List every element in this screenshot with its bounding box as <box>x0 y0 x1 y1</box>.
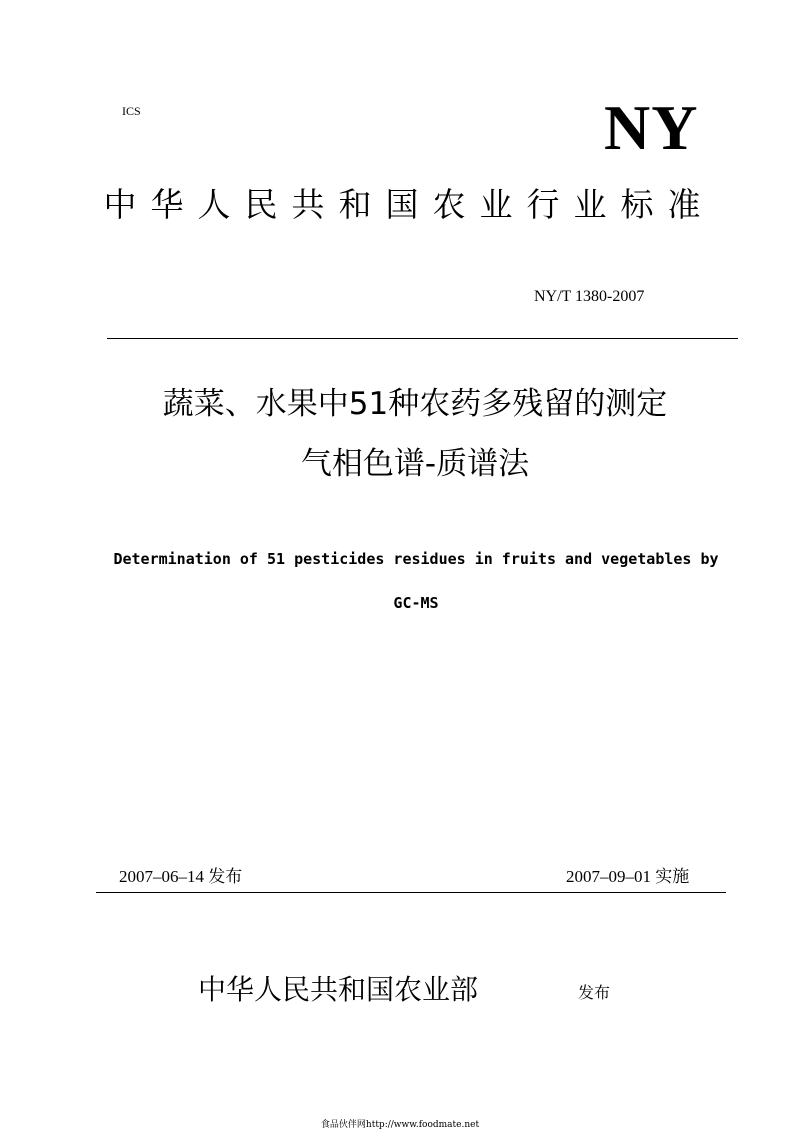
ny-logo: NY <box>604 92 699 163</box>
english-title-line-2: GC-MS <box>393 594 439 612</box>
ics-label: ICS <box>122 104 141 118</box>
chinese-title-line-1: 蔬菜、水果中51种农药多残留的测定 <box>162 386 668 422</box>
standard-code: NY/T 1380-2007 <box>534 288 645 305</box>
english-title-line-1: Determination of 51 pesticides residues in fruits and vegetables by <box>113 550 719 568</box>
issue-date: 2007–06–14 发布 <box>119 867 243 886</box>
implementation-date: 2007–09–01 实施 <box>566 867 690 886</box>
top-divider <box>107 338 738 339</box>
standard-category-title: 中华人民共和国农业行业标准 <box>103 185 715 224</box>
issuing-authority-suffix: 发布 <box>578 983 611 1002</box>
chinese-title-line-2: 气相色谱-质谱法 <box>300 446 530 482</box>
watermark-footer: 食品伙伴网http://www.foodmate.net <box>320 1120 480 1130</box>
bottom-divider <box>96 892 726 893</box>
issuing-authority: 中华人民共和国农业部 <box>198 973 479 1006</box>
